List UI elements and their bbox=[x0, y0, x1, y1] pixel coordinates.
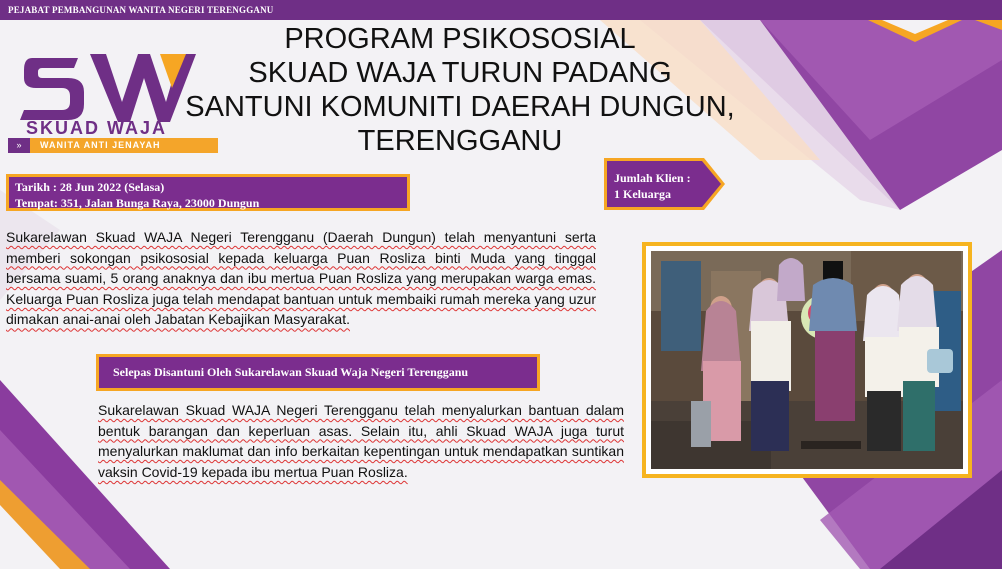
title-line-1: PROGRAM PSIKOSOSIAL bbox=[284, 23, 636, 55]
title-line-3: SANTUNI KOMUNITI DAERAH DUNGUN, bbox=[185, 91, 735, 123]
event-place: Tempat: 351, Jalan Bunga Raya, 23000 Dungun bbox=[15, 196, 260, 210]
logo-tagline: WANITA ANTI JENAYAH bbox=[30, 138, 218, 153]
client-count-label: Jumlah Klien : bbox=[614, 171, 691, 185]
client-count-value: 1 Keluarga bbox=[614, 187, 671, 201]
description-paragraph: Sukarelawan Skuad WAJA Negeri Terengganu (Daerah Dungun) telah menyantuni serta memberi sokongan psikososial kepada keluarga Puan Rosliza binti Muda yang tinggal bersama suami, 5 orang anaknya dan ibu mertua Puan Rosliza yang merupakan warga emas. Keluarga Puan Rosliza juga telah mendapat bantuan untuk membaiki rumah mereka yang uzur dimakan anai-anai oleh Jabatan Kebajikan Masyarakat. bbox=[6, 229, 596, 328]
client-count-box bbox=[604, 158, 704, 210]
client-box-arrow-icon bbox=[700, 158, 726, 210]
header-bar: PEJABAT PEMBANGUNAN WANITA NEGERI TERENGGANU bbox=[0, 0, 1002, 20]
logo-arrow-icon: » bbox=[8, 138, 30, 153]
title-line-4: TERENGGANU bbox=[357, 125, 563, 157]
logo-name: SKUAD WAJA bbox=[26, 118, 168, 138]
section-heading: Selepas Disantuni Oleh Sukarelawan Skuad Waja Negeri Terengganu bbox=[96, 354, 540, 391]
event-info-box bbox=[6, 174, 410, 211]
page-title bbox=[150, 22, 770, 158]
followup-paragraph: Sukarelawan Skuad WAJA Negeri Terengganu telah menyalurkan bantuan dalam bentuk barangan dan keperluan asas. Selain itu, ahli Skuad WAJA juga turut menyalurkan maklumat dan info berkaitan kepentingan untuk mendapatkan suntikan vaksin Covid-19 kepada ibu mertua Puan Rosliza. bbox=[98, 402, 624, 480]
volunteers-photo bbox=[651, 251, 963, 469]
title-line-2: SKUAD WAJA TURUN PADANG bbox=[248, 57, 672, 89]
photo-frame bbox=[642, 242, 972, 478]
event-date: Tarikh : 28 Jun 2022 (Selasa) bbox=[15, 180, 165, 194]
